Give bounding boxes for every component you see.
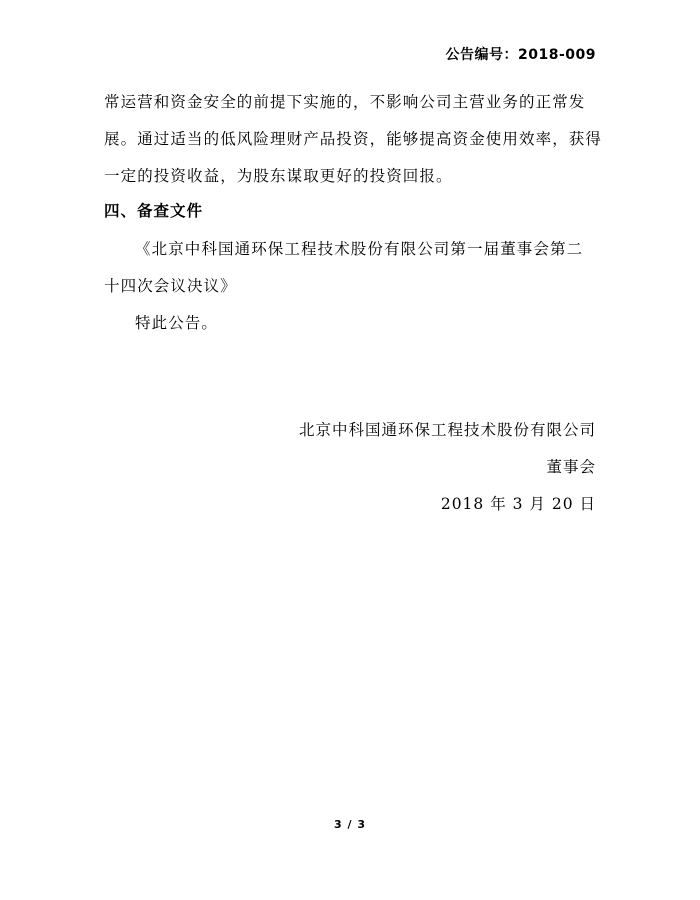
- signature-board: 董事会: [546, 458, 596, 476]
- announcement-number: 公告编号：2018-009: [445, 47, 596, 63]
- reference-document-paragraph: [104, 231, 598, 305]
- paragraph-line: 常运营和资金安全的前提下实施的，不影响公司主营业务的正常发: [104, 93, 586, 111]
- closing-statement: 特此公告。: [135, 314, 219, 332]
- signature-date: 2018 年 3 月 20 日: [440, 495, 596, 513]
- page-number: 3 / 3: [334, 818, 366, 831]
- paragraph-line: 展。通过适当的低风险理财产品投资，能够提高资金使用效率，获得: [104, 130, 603, 148]
- signature-company: 北京中科国通环保工程技术股份有限公司: [298, 421, 596, 439]
- paragraph-line: 十四次会议决议》: [104, 277, 237, 295]
- section-heading: 四、备查文件: [104, 202, 204, 220]
- paragraph-line: 《北京中科国通环保工程技术股份有限公司第一届董事会第二: [135, 240, 584, 258]
- continuation-paragraph: [104, 84, 603, 195]
- signature-block: [299, 412, 596, 523]
- paragraph-line: 一定的投资收益，为股东谋取更好的投资回报。: [104, 167, 453, 185]
